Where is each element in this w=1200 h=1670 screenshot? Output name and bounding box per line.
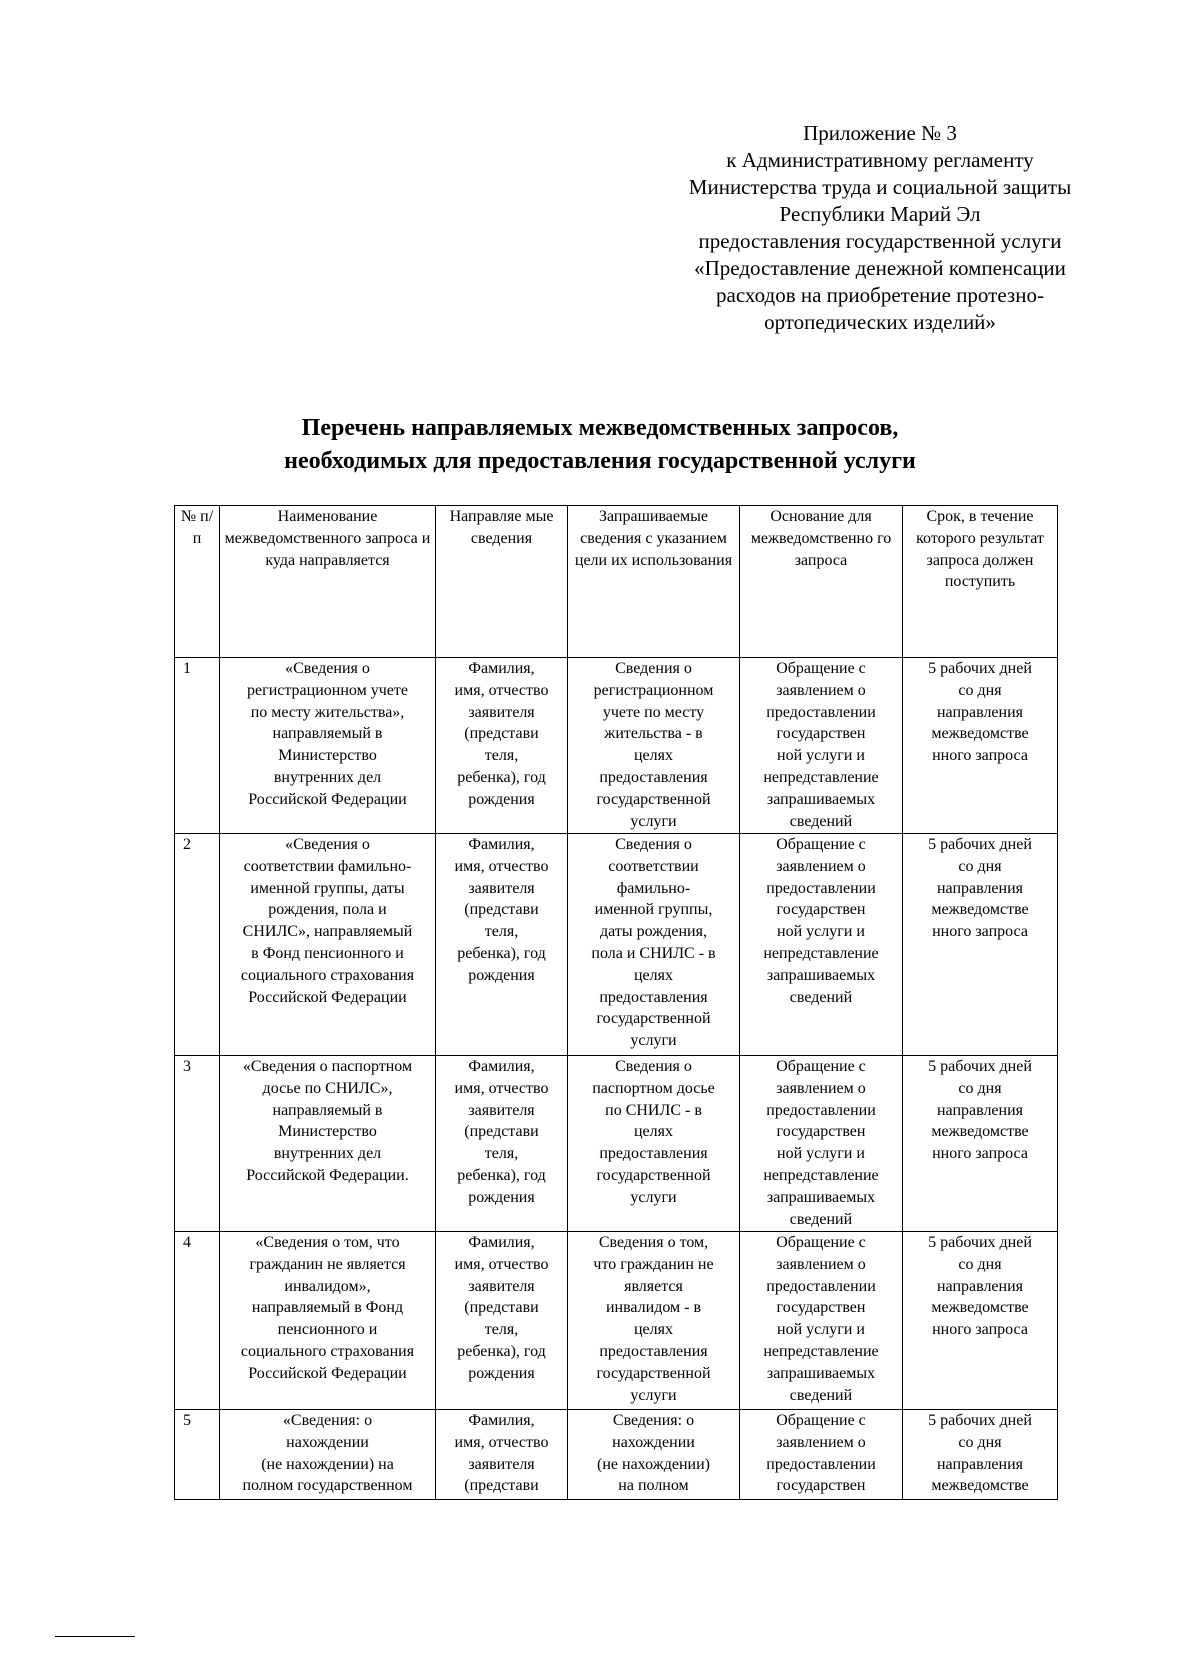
row-sent-data: Фамилия, имя, отчество заявителя (представи теля, ребенка), год рождения	[436, 1056, 568, 1232]
row-requested-data: Сведения о том, что гражданин не является инвалидом - в целях предоставления государственной услуги	[568, 1232, 740, 1410]
title-line: необходимых для предоставления государственной услуги	[284, 448, 916, 474]
row-number: 1	[175, 658, 220, 834]
table-row	[175, 658, 1058, 834]
row-basis: Обращение с заявлением о предоставлении государствен	[740, 1410, 903, 1500]
row-request-name: «Сведения о том, что гражданин не является инвалидом», направляемый в Фонд пенсионного и социального страхования Российской Федерации	[220, 1232, 436, 1410]
table-row	[175, 1056, 1058, 1232]
appendix-line: «Предоставление денежной компенсации	[694, 256, 1066, 280]
header-sent-data: Направляе мые сведения	[436, 506, 568, 658]
footnote-divider	[55, 1636, 135, 1637]
appendix-line: расходов на приобретение протезно-	[716, 283, 1044, 307]
row-sent-data: Фамилия, имя, отчество заявителя (представи	[436, 1410, 568, 1500]
row-basis: Обращение с заявлением о предоставлении государствен ной услуги и непредставление запрашиваемых сведений	[740, 834, 903, 1056]
row-term: 5 рабочих дней со дня направления межведомстве нного запроса	[903, 1056, 1058, 1232]
appendix-line: предоставления государственной услуги	[698, 229, 1062, 253]
row-term: 5 рабочих дней со дня направления межведомстве	[903, 1410, 1058, 1500]
row-requested-data: Сведения о соответствии фамильно- именной группы, даты рождения, пола и СНИЛС - в целях предоставления государственной услуги	[568, 834, 740, 1056]
row-request-name: «Сведения о регистрационном учете по месту жительства», направляемый в Министерство внутренних дел Российской Федерации	[220, 658, 436, 834]
appendix-header	[650, 120, 1110, 336]
row-requested-data: Сведения о регистрационном учете по месту жительства - в целях предоставления государственной услуги	[568, 658, 740, 834]
appendix-line: ортопедических изделий»	[764, 310, 996, 334]
row-sent-data: Фамилия, имя, отчество заявителя (представи теля, ребенка), год рождения	[436, 834, 568, 1056]
header-requested-data: Запрашиваемые сведения с указанием цели их использования	[568, 506, 740, 658]
row-request-name: «Сведения: о нахождении (не нахождении) на полном государственном	[220, 1410, 436, 1500]
appendix-line: Приложение № 3	[803, 121, 957, 145]
row-term: 5 рабочих дней со дня направления межведомстве нного запроса	[903, 1232, 1058, 1410]
row-sent-data: Фамилия, имя, отчество заявителя (представи теля, ребенка), год рождения	[436, 658, 568, 834]
table-row	[175, 834, 1058, 1056]
row-basis: Обращение с заявлением о предоставлении государствен ной услуги и непредставление запрашиваемых сведений	[740, 1232, 903, 1410]
row-request-name: «Сведения о соответствии фамильно- именной группы, даты рождения, пола и СНИЛС», направляемый в Фонд пенсионного и социального страхования Российской Федерации	[220, 834, 436, 1056]
row-number: 5	[175, 1410, 220, 1500]
title-line: Перечень направляемых межведомственных запросов,	[301, 415, 899, 441]
header-term: Срок, в течение которого результат запроса должен поступить	[903, 506, 1058, 658]
row-basis: Обращение с заявлением о предоставлении государствен ной услуги и непредставление запрашиваемых сведений	[740, 1056, 903, 1232]
header-number: № п/ п	[175, 506, 220, 658]
row-sent-data: Фамилия, имя, отчество заявителя (представи теля, ребенка), год рождения	[436, 1232, 568, 1410]
row-term: 5 рабочих дней со дня направления межведомстве нного запроса	[903, 658, 1058, 834]
header-basis: Основание для межведомственно го запроса	[740, 506, 903, 658]
row-number: 3	[175, 1056, 220, 1232]
row-request-name: «Сведения о паспортном досье по СНИЛС», направляемый в Министерство внутренних дел Российской Федерации.	[220, 1056, 436, 1232]
row-basis: Обращение с заявлением о предоставлении государствен ной услуги и непредставление запрашиваемых сведений	[740, 658, 903, 834]
document-title	[160, 412, 1040, 478]
table-row	[175, 1232, 1058, 1410]
row-number: 2	[175, 834, 220, 1056]
row-requested-data: Сведения: о нахождении (не нахождении) на полном	[568, 1410, 740, 1500]
header-request-name: Наименование межведомственного запроса и куда направляется	[220, 506, 436, 658]
appendix-line: к Административному регламенту	[726, 148, 1034, 172]
row-term: 5 рабочих дней со дня направления межведомстве нного запроса	[903, 834, 1058, 1056]
table-header-row	[175, 506, 1058, 658]
appendix-line: Республики Марий Эл	[779, 202, 981, 226]
requests-table	[174, 505, 1058, 1500]
appendix-line: Министерства труда и социальной защиты	[688, 175, 1072, 199]
table-row	[175, 1410, 1058, 1500]
row-number: 4	[175, 1232, 220, 1410]
row-requested-data: Сведения о паспортном досье по СНИЛС - в целях предоставления государственной услуги	[568, 1056, 740, 1232]
